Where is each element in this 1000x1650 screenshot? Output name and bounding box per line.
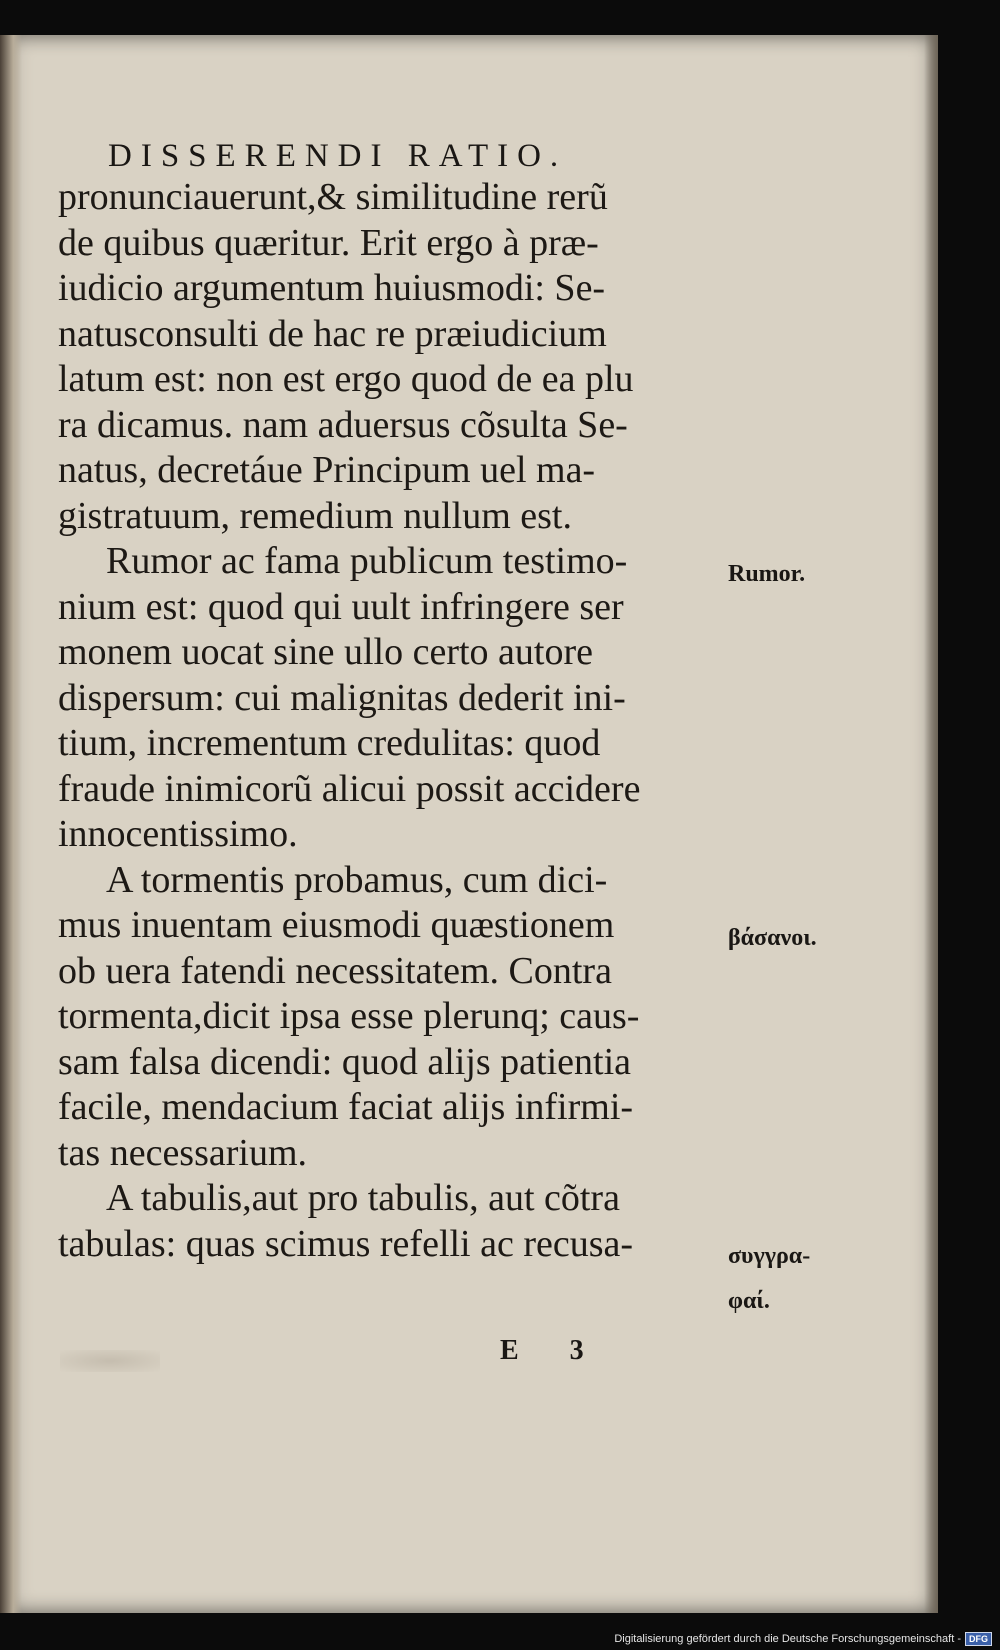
marginal-note-syngraphai: συγγρα- bbox=[728, 1243, 811, 1269]
digitization-credit bbox=[614, 1632, 992, 1646]
text-line: ra dicamus. nam aduersus cõsulta Se- bbox=[58, 403, 628, 446]
text-line: natusconsulti de hac re præiudicium bbox=[58, 312, 607, 355]
marginal-note-syngraphai-cont: φαί. bbox=[728, 1288, 770, 1314]
text-line: Rumor ac fama publicum testimo- bbox=[106, 540, 628, 582]
text-line: de quibus quæritur. Erit ergo à præ- bbox=[58, 221, 599, 264]
text-line: nium est: quod qui uult infringere ser bbox=[58, 585, 624, 628]
text-line: facile, mendacium faciat alijs infirmi- bbox=[58, 1086, 634, 1128]
text-line: tabulas: quas scimus refelli ac recusa- bbox=[58, 1222, 634, 1265]
text-line: pronunciauerunt,& similitudine rerũ bbox=[58, 176, 608, 218]
text-line: A tormentis probamus, cum dici- bbox=[106, 858, 608, 901]
text-line: A tabulis,aut pro tabulis, aut cõtra bbox=[106, 1177, 620, 1219]
credit-text: Digitalisierung gefördert durch die Deutsche Forschungsgemeinschaft - bbox=[614, 1633, 961, 1645]
text-line: innocentissimo. bbox=[58, 813, 298, 855]
text-line: latum est: non est ergo quod de ea plu bbox=[58, 358, 634, 400]
dfg-logo: DFG bbox=[965, 1632, 992, 1646]
marginal-note-rumor: Rumor. bbox=[728, 561, 806, 587]
text-line: sam falsa dicendi: quod alijs patientia bbox=[58, 1040, 632, 1083]
signature-mark: E 3 bbox=[500, 1335, 606, 1366]
text-line: monem uocat sine ullo certo autore bbox=[58, 631, 593, 673]
text-line: iudicio argumentum huiusmodi: Se- bbox=[58, 267, 606, 309]
running-head: DISSERENDI RATIO. bbox=[108, 138, 568, 174]
text-line: tas necessarium. bbox=[58, 1131, 308, 1174]
text-line: tium, incrementum credulitas: quod bbox=[58, 722, 601, 764]
marginal-note-basanoi: βάσανοι. bbox=[728, 925, 817, 951]
text-line: natus, decretáue Principum uel ma- bbox=[58, 449, 596, 491]
text-line: gistratuum, remedium nullum est. bbox=[58, 494, 572, 537]
book-page bbox=[0, 35, 938, 1613]
text-line: tormenta,dicit ipsa esse plerunq; caus- bbox=[58, 995, 640, 1037]
ink-smudge bbox=[60, 1350, 160, 1372]
body-text bbox=[58, 175, 718, 1267]
text-line: mus inuentam eiusmodi quæstionem bbox=[58, 904, 615, 946]
text-line: fraude inimicorũ alicui possit accidere bbox=[58, 767, 641, 810]
text-line: dispersum: cui malignitas dederit ini- bbox=[58, 676, 626, 719]
text-line: ob uera fatendi necessitatem. Contra bbox=[58, 949, 612, 992]
